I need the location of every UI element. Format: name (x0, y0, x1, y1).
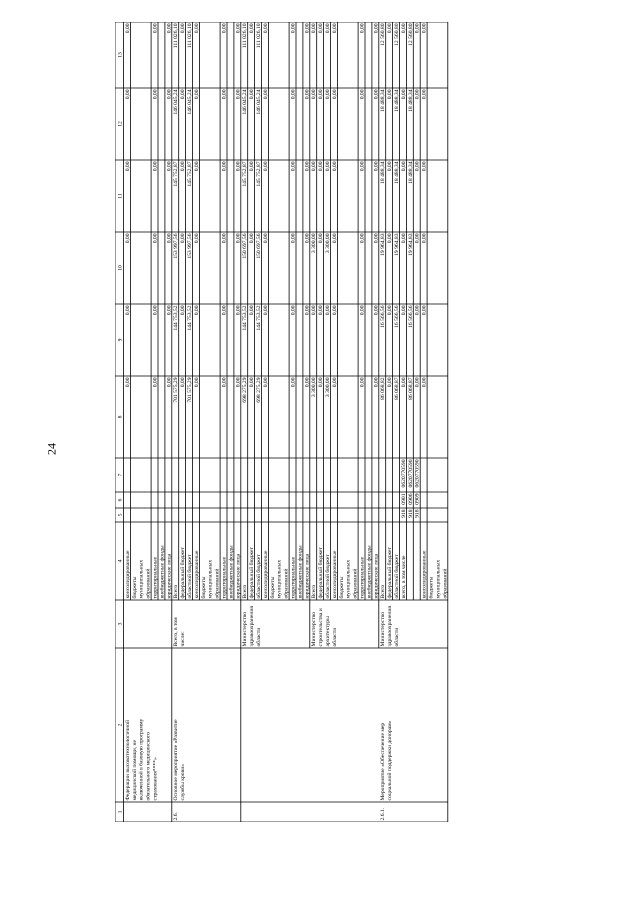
table-cell: 12 560,80 (407, 23, 414, 46)
table-cell: 16 566,56 (380, 305, 387, 328)
table-cell: 145 752,87 (173, 161, 180, 187)
table-cell: юридические лица (304, 553, 311, 599)
table-cell: 0,00 (318, 233, 325, 244)
header-cell: 3 (117, 622, 124, 626)
table-cell: 0,00 (414, 233, 421, 244)
table-cell: образований (214, 568, 221, 599)
table-cell: 0,00 (193, 23, 200, 34)
table-cell: 0,00 (124, 233, 131, 244)
table-cell: внебюджетные фонды (297, 545, 304, 599)
table-cell: 0,00 (421, 161, 428, 172)
table-cell: 0901 (400, 493, 407, 505)
table-cell: всего, в том числе (400, 555, 407, 599)
table-cell: 0,00 (421, 233, 428, 244)
table-cell: 701 575,29 (187, 377, 193, 403)
table-cell: юридические лица (166, 553, 173, 599)
header-cell: 10 (117, 265, 124, 271)
group-cell-text: здравоохранения (387, 606, 394, 647)
table-cell: 0,00 (221, 161, 228, 172)
table-cell: 19 964,83 (380, 233, 387, 256)
table-cell: консолидированные (331, 550, 338, 599)
table-cell: 0,00 (290, 89, 297, 100)
table-cell: 0,00 (249, 377, 256, 388)
table-cell: 0,00 (373, 89, 380, 100)
table-cell: 0,00 (400, 377, 407, 388)
table-cell: 0,00 (152, 377, 159, 388)
table-cell: 0,00 (262, 89, 269, 100)
table-cell: 0,00 (152, 89, 159, 100)
table-cell: федеральный бюджет (318, 547, 325, 599)
table-cell: 12 560,80 (380, 23, 387, 46)
table-cell: 0,00 (400, 161, 407, 172)
table-cell: 145 752,87 (242, 161, 249, 187)
table-cell: 0,00 (331, 305, 338, 316)
group-cell-text: Министерство (242, 612, 249, 647)
table-cell: 144 753,52 (242, 305, 249, 331)
table-cell: муниципальных (276, 559, 283, 599)
table-cell: 0,00 (325, 161, 331, 172)
table-cell: 918 (400, 509, 407, 518)
table-cell: 0,00 (318, 89, 325, 100)
table-cell: 0,00 (325, 23, 331, 34)
table-cell: 18 488,34 (394, 89, 400, 112)
table-cell: 0,00 (421, 89, 428, 100)
table-cell: 0,00 (221, 233, 228, 244)
group-cell-text: Всего, в том (173, 617, 180, 647)
header-cell: 1 (117, 810, 124, 814)
table-cell: 0,00 (400, 89, 407, 100)
table-cell: 0,00 (249, 233, 256, 244)
table-cell: 111 026,10 (256, 23, 262, 49)
table-cell: областной бюджет (187, 554, 193, 599)
table-cell: 145 752,87 (187, 161, 193, 187)
table-cell: 18 488,34 (380, 161, 387, 184)
table-cell: 0,00 (421, 23, 428, 34)
table-cell: 0620770590 (400, 459, 407, 488)
group-cell-text: 2.6. (173, 812, 180, 821)
table-cell: внебюджетные фонды (228, 545, 235, 599)
table-cell: 146 045,24 (256, 89, 262, 115)
table-cell: областной бюджет (394, 554, 400, 599)
table-cell: 0,00 (359, 23, 366, 34)
group-cell-text: строительства и (318, 608, 325, 647)
table-cell: 0,00 (325, 89, 331, 100)
header-cell: 6 (117, 498, 124, 502)
table-cell: муниципальных (207, 559, 214, 599)
table-cell: бюджеты (200, 576, 207, 599)
table-cell: 18 488,34 (407, 161, 414, 184)
table-cell: 0,00 (311, 161, 318, 172)
table-cell: 0,00 (304, 305, 311, 316)
table-cell: 0,00 (387, 89, 394, 100)
table-cell: 144 753,52 (173, 305, 180, 331)
table-cell: 698 275,29 (242, 377, 249, 403)
table-cell: 0,00 (359, 305, 366, 316)
table-cell: 0,00 (152, 233, 159, 244)
table-cell: 0,00 (193, 161, 200, 172)
table-cell: территориальные (152, 556, 159, 599)
table-cell: 0,00 (180, 233, 187, 244)
table-cell: 0,00 (249, 161, 256, 172)
table-cell: 144 753,52 (187, 305, 193, 331)
table-cell: Всего (242, 584, 249, 599)
table-cell: 0,00 (304, 23, 311, 34)
table-cell: 0,00 (235, 305, 242, 316)
header-cell: 2 (117, 723, 124, 727)
table-cell: 0,00 (221, 23, 228, 34)
group-cell-text: области (331, 627, 338, 647)
table-cell: 0,00 (373, 161, 380, 172)
table-cell: 0,00 (249, 23, 256, 34)
table-cell: 145 752,87 (256, 161, 262, 187)
table-cell: 701 575,29 (173, 377, 180, 403)
table-cell: 111 026,10 (242, 23, 249, 49)
table-cell: образований (352, 568, 359, 599)
group-cell-text: медицинской помощи, не (131, 740, 138, 801)
table-cell: 0,00 (400, 305, 407, 316)
table-cell: образований (145, 568, 152, 599)
table-cell: 0,00 (325, 305, 331, 316)
group-cell-text: Федерации высокотехнологичной (124, 720, 131, 801)
table-cell: 0,00 (359, 89, 366, 100)
header-cell: 4 (117, 559, 124, 563)
table-cell: 18 488,34 (407, 89, 414, 112)
header-cell: 7 (117, 473, 124, 477)
table-cell: 0,00 (400, 233, 407, 244)
table-cell: 150 697,56 (256, 233, 262, 259)
table-cell: 0,00 (421, 377, 428, 388)
table-cell: 0,00 (331, 161, 338, 172)
table-cell: 0,00 (235, 377, 242, 388)
table-cell: внебюджетные фонды (366, 545, 373, 599)
table-cell: 0,00 (318, 23, 325, 34)
group-cell-text: области (394, 627, 400, 647)
table-cell: 0,00 (373, 233, 380, 244)
group-cell-text: Министерство (311, 612, 318, 647)
table-cell: 16 566,56 (394, 305, 400, 328)
table-cell: бюджеты (131, 576, 138, 599)
table-cell: консолидированные (193, 550, 200, 599)
table-cell: 0,00 (331, 233, 338, 244)
table-cell: 0,00 (249, 305, 256, 316)
table-cell: 0,00 (193, 305, 200, 316)
page-number-text: 24 (44, 443, 59, 455)
table-cell: 0,00 (166, 233, 173, 244)
table-cell: 0,00 (124, 89, 131, 100)
group-cell-text: Министерство (380, 612, 387, 647)
table-cell: 111 026,10 (173, 23, 180, 49)
table-cell: 0,00 (180, 23, 187, 34)
table-cell: 0,00 (152, 23, 159, 34)
table-cell: 0,00 (318, 305, 325, 316)
table-cell: 3 300,00 (325, 233, 331, 254)
table-cell: 153 997,56 (173, 233, 180, 259)
table-cell: 0,00 (414, 89, 421, 100)
table-cell: 0,00 (359, 377, 366, 388)
group-cell-text: включенной в базовую программу (138, 718, 145, 801)
table-cell: 0,00 (311, 89, 318, 100)
table-cell: 18 488,34 (394, 161, 400, 184)
table-cell: 153 997,56 (187, 233, 193, 259)
table-cell: Всего (173, 584, 180, 599)
table-cell: 0,00 (166, 23, 173, 34)
table-cell: территориальные (290, 556, 297, 599)
table-cell: 0,00 (221, 305, 228, 316)
group-cell-text: архитектуры (325, 616, 331, 647)
header-cell: 12 (117, 121, 124, 127)
table-cell: 0,00 (387, 23, 394, 34)
table-cell: муниципальных (138, 559, 145, 599)
table-cell: 0,00 (387, 233, 394, 244)
table-cell: 918 (407, 509, 414, 518)
table-cell: 0,00 (290, 233, 297, 244)
table-cell: 86 068,87 (407, 377, 414, 400)
table-cell: 0,00 (262, 161, 269, 172)
table-cell: 0,00 (262, 305, 269, 316)
table-cell: 0,00 (166, 377, 173, 388)
group-cell-text: обязательного медицинского (145, 732, 152, 801)
table-cell: 0,00 (180, 161, 187, 172)
table-cell: 0,00 (373, 305, 380, 316)
table-cell: 0,00 (311, 305, 318, 316)
table-cell: 0,00 (180, 89, 187, 100)
table-cell: бюджеты (338, 576, 345, 599)
table-cell: 111 026,10 (187, 23, 193, 49)
table-cell: муниципальных (345, 559, 352, 599)
table-cell: 0,00 (387, 377, 394, 388)
table-cell: 0,00 (262, 23, 269, 34)
table-cell: 0,00 (421, 305, 428, 316)
table-cell: 0,00 (249, 89, 256, 100)
table-cell: 0,00 (166, 161, 173, 172)
table-cell: 0,00 (180, 377, 187, 388)
table-cell: федеральный бюджет (180, 547, 187, 599)
table-cell: 146 045,24 (187, 89, 193, 115)
table-cell: 0,00 (400, 23, 407, 34)
table-cell: 0,00 (221, 89, 228, 100)
table-cell: 0,00 (304, 233, 311, 244)
table-cell: 0,00 (290, 305, 297, 316)
table-cell: 3 300,00 (325, 377, 331, 398)
table-cell: 0,00 (331, 23, 338, 34)
table-cell: 0,00 (311, 23, 318, 34)
table-cell: 0,00 (387, 305, 394, 316)
table-cell: 0,00 (359, 233, 366, 244)
table-cell: территориальные (221, 556, 228, 599)
group-cell-text: области (256, 627, 262, 647)
table-cell: 0,00 (193, 89, 200, 100)
table-cell: областной бюджет (256, 554, 262, 599)
budget-table (115, 22, 530, 822)
table-cell: консолидированные (262, 550, 269, 599)
table-cell: 12 560,80 (394, 23, 400, 46)
table-cell: 150 697,56 (242, 233, 249, 259)
group-cell-text: Мероприятие «Обеспечение мер (380, 722, 387, 801)
group-cell-text: здравоохранения (249, 606, 256, 647)
table-cell: 86 068,82 (380, 377, 387, 400)
table-cell: 0,00 (359, 161, 366, 172)
table-cell: 0,00 (290, 23, 297, 34)
table-cell: Всего (380, 584, 387, 599)
table-cell: муниципальных (435, 559, 442, 599)
table-cell: 0,00 (262, 233, 269, 244)
table-cell: 0,00 (331, 89, 338, 100)
table-cell: 0,00 (193, 233, 200, 244)
header-cell: 11 (117, 193, 124, 199)
table-cell: бюджеты (428, 576, 435, 599)
table-cell: 0,00 (235, 89, 242, 100)
table-cell: 0,00 (152, 161, 159, 172)
table-cell: 0,00 (235, 233, 242, 244)
table-cell: 698 275,29 (256, 377, 262, 403)
table-cell: 0,00 (124, 377, 131, 388)
table-cell: 0,00 (124, 23, 131, 34)
group-cell-text: числе: (180, 631, 187, 647)
table-cell: 0,00 (235, 23, 242, 34)
table-cell: 0906 (407, 493, 414, 505)
table-cell: 0,00 (290, 377, 297, 388)
table-cell: 0,00 (414, 305, 421, 316)
table-cell: Всего (311, 584, 318, 599)
table-cell: 3 300,00 (311, 377, 318, 398)
table-cell: образований (442, 568, 449, 599)
table-cell: 0620770590 (414, 459, 421, 488)
table-cell: 0,00 (193, 377, 200, 388)
table-cell: 146 045,24 (242, 89, 249, 115)
table-cell: областной бюджет (325, 554, 331, 599)
table-cell: 0,00 (318, 377, 325, 388)
table-cell: 16 566,56 (407, 305, 414, 328)
table-cell: 0,00 (166, 89, 173, 100)
group-cell-text: Основное мероприятие «Развитие (173, 719, 180, 801)
table-cell: 144 753,52 (256, 305, 262, 331)
table-cell: 18 488,34 (380, 89, 387, 112)
table-cell: 0,00 (235, 161, 242, 172)
table-cell: 19 964,83 (407, 233, 414, 256)
table-cell: 0,00 (373, 377, 380, 388)
table-cell: территориальные (359, 556, 366, 599)
table-cell: 86 068,87 (394, 377, 400, 400)
table-cell: 0909 (414, 493, 421, 505)
group-cell-text: социальной поддержки донорам» (387, 720, 394, 801)
table-cell: внебюджетные фонды (159, 545, 166, 599)
header-cell: 5 (117, 513, 124, 517)
table-cell: 0,00 (180, 305, 187, 316)
table-cell: 0,00 (124, 161, 131, 172)
group-cell-text: службы крови» (180, 763, 187, 801)
table-cell: 19 964,83 (394, 233, 400, 256)
table-cell: юридические лица (235, 553, 242, 599)
table-cell: 3 300,00 (311, 233, 318, 254)
table-cell: юридические лица (373, 553, 380, 599)
table-cell: образований (283, 568, 290, 599)
table-cell: 0,00 (152, 305, 159, 316)
table-cell: 0620770590 (407, 459, 414, 488)
table-cell: консолидированные (124, 550, 131, 599)
table-cell: консолидированные (421, 550, 428, 599)
table-cell: 0,00 (373, 23, 380, 34)
table-cell: 0,00 (304, 377, 311, 388)
table-cell: 0,00 (262, 377, 269, 388)
table-cell: 146 045,24 (173, 89, 180, 115)
header-cell: 13 (117, 52, 124, 58)
table-cell: 0,00 (166, 305, 173, 316)
table-cell: федеральный бюджет (387, 547, 394, 599)
header-cell: 8 (117, 415, 124, 419)
table-cell: 0,00 (318, 161, 325, 172)
table-cell: 0,00 (304, 89, 311, 100)
table-cell: 0,00 (221, 377, 228, 388)
table-cell: 0,00 (414, 377, 421, 388)
table-cell: федеральный бюджет (249, 547, 256, 599)
table-cell: бюджеты (269, 576, 276, 599)
table-cell: 0,00 (331, 377, 338, 388)
table-cell: 0,00 (414, 23, 421, 34)
header-cell: 9 (117, 338, 124, 342)
group-cell-text: 2.6.1. (380, 807, 387, 821)
group-cell-text: страхования****» (152, 757, 159, 801)
table-cell: 0,00 (304, 161, 311, 172)
table-cell: 0,00 (387, 161, 394, 172)
table-cell: 0,00 (414, 161, 421, 172)
table-cell: 918 (414, 509, 421, 518)
table-cell: 0,00 (124, 305, 131, 316)
table-cell: 0,00 (290, 161, 297, 172)
